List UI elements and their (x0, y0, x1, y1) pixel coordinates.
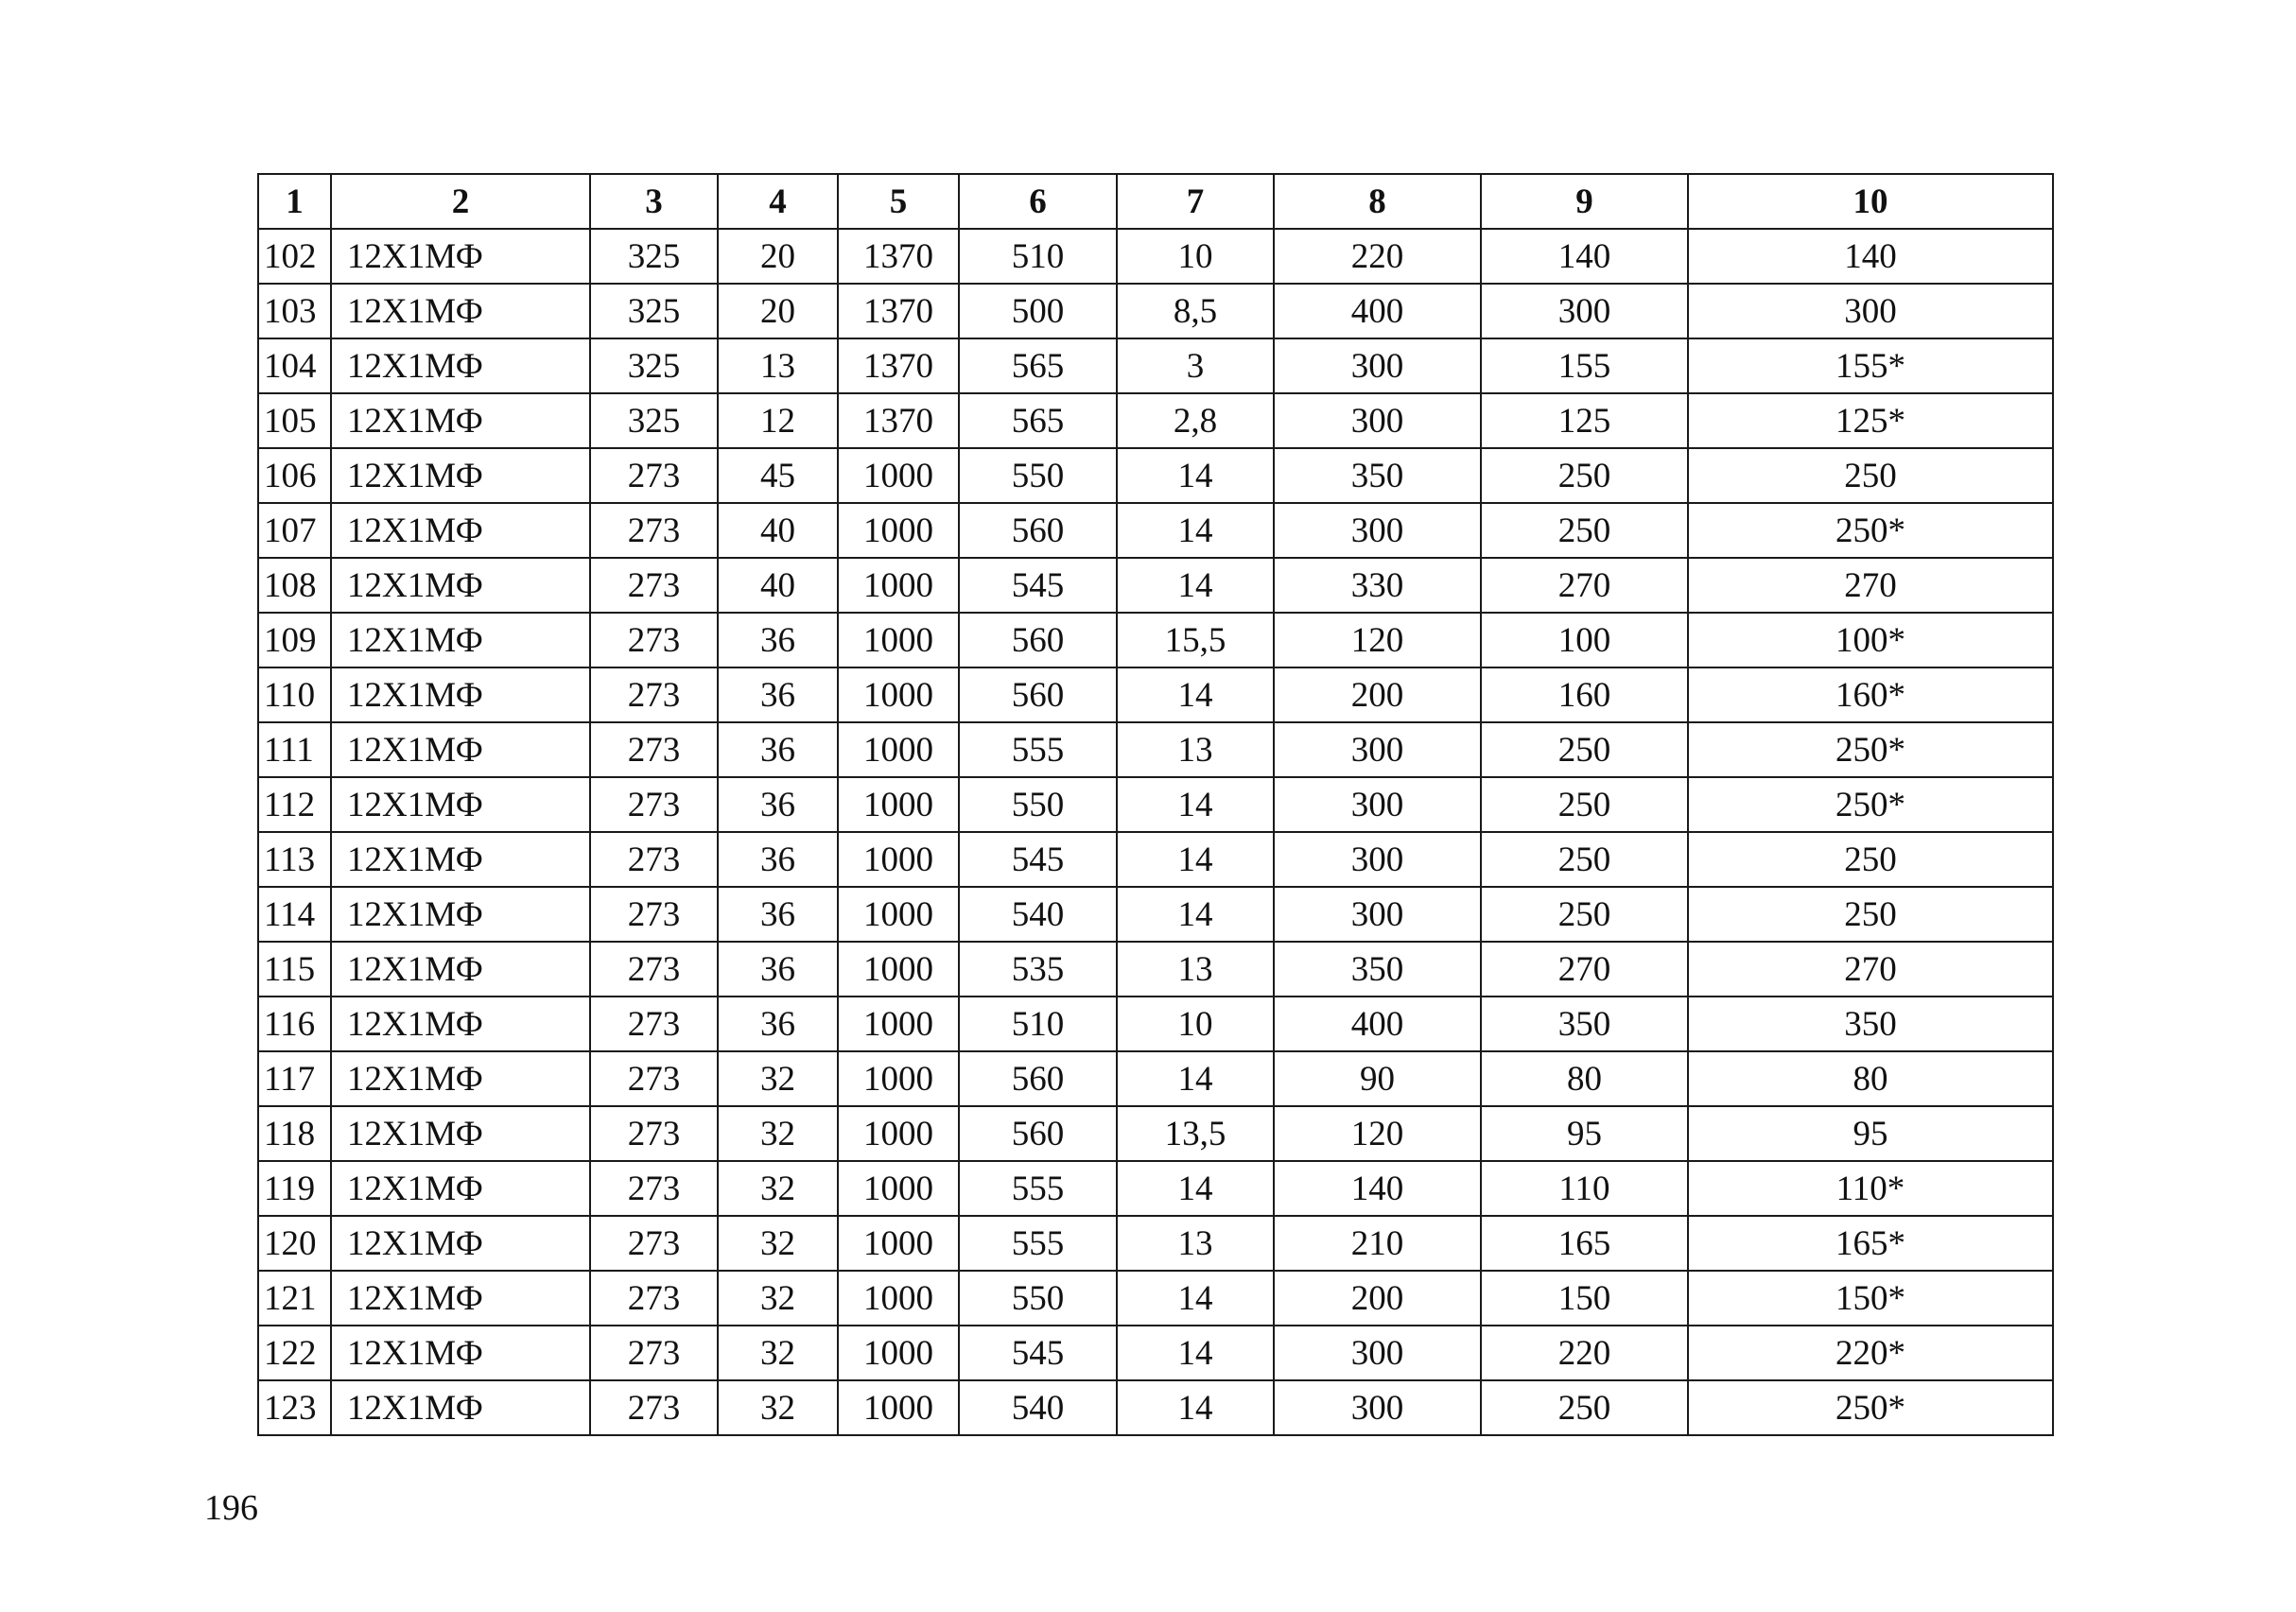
table-cell-col-5: 1000 (838, 1380, 959, 1435)
column-header-2: 2 (331, 174, 590, 229)
table-cell-col-10: 80 (1688, 1051, 2053, 1106)
table-cell-col-10: 250* (1688, 722, 2053, 777)
table-cell-col-9: 250 (1481, 832, 1688, 887)
table-cell-col-1: 119 (258, 1161, 331, 1216)
table-cell-col-8: 300 (1274, 1380, 1481, 1435)
table-cell-col-6: 555 (959, 1161, 1117, 1216)
table-cell-col-7: 10 (1117, 997, 1274, 1051)
table-cell-col-6: 560 (959, 613, 1117, 667)
table-cell-col-5: 1000 (838, 1216, 959, 1271)
table-cell-col-3: 325 (590, 338, 718, 393)
table-cell-col-3: 273 (590, 1271, 718, 1326)
table-row (258, 1271, 2053, 1326)
table-cell-col-6: 565 (959, 393, 1117, 448)
table-row (258, 777, 2053, 832)
table-cell-col-7: 14 (1117, 1380, 1274, 1435)
table-cell-col-9: 250 (1481, 777, 1688, 832)
table-cell-col-4: 32 (718, 1380, 838, 1435)
table-cell-col-6: 510 (959, 229, 1117, 284)
table-cell-col-4: 12 (718, 393, 838, 448)
table-cell-col-4: 40 (718, 503, 838, 558)
table-cell-col-3: 273 (590, 832, 718, 887)
table-cell-col-10: 150* (1688, 1271, 2053, 1326)
table-cell-col-9: 100 (1481, 613, 1688, 667)
table-cell-col-7: 14 (1117, 1326, 1274, 1380)
table-cell-col-6: 540 (959, 1380, 1117, 1435)
table-cell-col-1: 118 (258, 1106, 331, 1161)
table-cell-col-2: 12Х1МФ (331, 667, 590, 722)
table-cell-col-10: 140 (1688, 229, 2053, 284)
table-cell-col-5: 1370 (838, 229, 959, 284)
table-cell-col-8: 90 (1274, 1051, 1481, 1106)
table-cell-col-6: 550 (959, 777, 1117, 832)
table-cell-col-7: 3 (1117, 338, 1274, 393)
table-cell-col-2: 12Х1МФ (331, 1326, 590, 1380)
table-cell-col-4: 20 (718, 229, 838, 284)
table-cell-col-6: 555 (959, 1216, 1117, 1271)
table-cell-col-10: 270 (1688, 558, 2053, 613)
column-header-10: 10 (1688, 174, 2053, 229)
table-cell-col-4: 45 (718, 448, 838, 503)
table-cell-col-9: 250 (1481, 448, 1688, 503)
table-cell-col-1: 102 (258, 229, 331, 284)
table-cell-col-8: 400 (1274, 997, 1481, 1051)
table-cell-col-3: 273 (590, 503, 718, 558)
table-cell-col-10: 270 (1688, 942, 2053, 997)
table-row (258, 558, 2053, 613)
table-row (258, 1161, 2053, 1216)
table-cell-col-7: 2,8 (1117, 393, 1274, 448)
table-cell-col-9: 270 (1481, 558, 1688, 613)
table-cell-col-8: 120 (1274, 613, 1481, 667)
table-cell-col-9: 155 (1481, 338, 1688, 393)
table-cell-col-7: 14 (1117, 503, 1274, 558)
table-cell-col-3: 325 (590, 284, 718, 338)
table-cell-col-2: 12Х1МФ (331, 1051, 590, 1106)
table-row (258, 1216, 2053, 1271)
table-cell-col-1: 114 (258, 887, 331, 942)
table-cell-col-4: 13 (718, 338, 838, 393)
page-number: 196 (204, 1488, 258, 1528)
table-cell-col-9: 300 (1481, 284, 1688, 338)
column-header-6: 6 (959, 174, 1117, 229)
table-cell-col-3: 273 (590, 1051, 718, 1106)
table-cell-col-8: 300 (1274, 777, 1481, 832)
table-cell-col-3: 273 (590, 887, 718, 942)
table-cell-col-3: 273 (590, 997, 718, 1051)
table-cell-col-4: 40 (718, 558, 838, 613)
table-cell-col-6: 545 (959, 1326, 1117, 1380)
table-row (258, 613, 2053, 667)
table-cell-col-7: 13 (1117, 942, 1274, 997)
table-cell-col-3: 273 (590, 667, 718, 722)
table-cell-col-9: 220 (1481, 1326, 1688, 1380)
table-row (258, 1106, 2053, 1161)
table-cell-col-4: 36 (718, 942, 838, 997)
table-cell-col-5: 1000 (838, 558, 959, 613)
table-cell-col-7: 14 (1117, 1161, 1274, 1216)
table-cell-col-1: 105 (258, 393, 331, 448)
table-cell-col-6: 555 (959, 722, 1117, 777)
column-header-9: 9 (1481, 174, 1688, 229)
table-cell-col-10: 110* (1688, 1161, 2053, 1216)
column-header-4: 4 (718, 174, 838, 229)
table-cell-col-2: 12Х1МФ (331, 284, 590, 338)
table-cell-col-9: 270 (1481, 942, 1688, 997)
table-cell-col-7: 8,5 (1117, 284, 1274, 338)
table-cell-col-1: 122 (258, 1326, 331, 1380)
table-row (258, 942, 2053, 997)
table-row (258, 997, 2053, 1051)
table-cell-col-3: 273 (590, 558, 718, 613)
table-cell-col-4: 36 (718, 777, 838, 832)
table-cell-col-8: 300 (1274, 1326, 1481, 1380)
table-cell-col-2: 12Х1МФ (331, 997, 590, 1051)
table-cell-col-3: 273 (590, 777, 718, 832)
table-cell-col-5: 1000 (838, 1271, 959, 1326)
table-cell-col-9: 125 (1481, 393, 1688, 448)
table-cell-col-5: 1370 (838, 284, 959, 338)
table-row (258, 667, 2053, 722)
column-header-3: 3 (590, 174, 718, 229)
table-cell-col-9: 95 (1481, 1106, 1688, 1161)
table-cell-col-8: 300 (1274, 722, 1481, 777)
data-table (257, 173, 2054, 1436)
table-cell-col-5: 1000 (838, 887, 959, 942)
table-cell-col-10: 350 (1688, 997, 2053, 1051)
table-cell-col-8: 300 (1274, 503, 1481, 558)
table-cell-col-10: 250* (1688, 503, 2053, 558)
table-cell-col-5: 1000 (838, 1326, 959, 1380)
table-row (258, 1380, 2053, 1435)
table-cell-col-4: 32 (718, 1271, 838, 1326)
table-cell-col-4: 36 (718, 997, 838, 1051)
table-cell-col-8: 200 (1274, 1271, 1481, 1326)
table-cell-col-7: 13,5 (1117, 1106, 1274, 1161)
table-cell-col-7: 14 (1117, 1271, 1274, 1326)
table-cell-col-10: 100* (1688, 613, 2053, 667)
table-cell-col-5: 1000 (838, 997, 959, 1051)
table-row (258, 338, 2053, 393)
table-cell-col-5: 1000 (838, 613, 959, 667)
table-cell-col-10: 250 (1688, 832, 2053, 887)
table-cell-col-8: 220 (1274, 229, 1481, 284)
table-cell-col-1: 104 (258, 338, 331, 393)
table-cell-col-10: 165* (1688, 1216, 2053, 1271)
table-cell-col-6: 560 (959, 1106, 1117, 1161)
table-cell-col-6: 565 (959, 338, 1117, 393)
table-cell-col-5: 1000 (838, 503, 959, 558)
table-cell-col-6: 500 (959, 284, 1117, 338)
table-cell-col-2: 12Х1МФ (331, 777, 590, 832)
table-row (258, 448, 2053, 503)
table-cell-col-8: 300 (1274, 887, 1481, 942)
table-cell-col-9: 110 (1481, 1161, 1688, 1216)
table-cell-col-3: 273 (590, 1380, 718, 1435)
table-cell-col-4: 36 (718, 667, 838, 722)
table-cell-col-4: 32 (718, 1216, 838, 1271)
table-cell-col-8: 400 (1274, 284, 1481, 338)
table-cell-col-2: 12Х1МФ (331, 1216, 590, 1271)
table-row (258, 1326, 2053, 1380)
table-cell-col-3: 273 (590, 1326, 718, 1380)
table-cell-col-10: 220* (1688, 1326, 2053, 1380)
table-cell-col-10: 155* (1688, 338, 2053, 393)
table-cell-col-2: 12Х1МФ (331, 448, 590, 503)
table-cell-col-2: 12Х1МФ (331, 503, 590, 558)
table-cell-col-7: 10 (1117, 229, 1274, 284)
table-cell-col-3: 273 (590, 942, 718, 997)
table-cell-col-6: 545 (959, 832, 1117, 887)
table-cell-col-8: 350 (1274, 942, 1481, 997)
table-cell-col-4: 32 (718, 1106, 838, 1161)
table-cell-col-10: 250* (1688, 777, 2053, 832)
column-header-8: 8 (1274, 174, 1481, 229)
table-cell-col-2: 12Х1МФ (331, 613, 590, 667)
header-row (258, 174, 2053, 229)
table-cell-col-7: 14 (1117, 1051, 1274, 1106)
table-cell-col-1: 103 (258, 284, 331, 338)
table-cell-col-10: 125* (1688, 393, 2053, 448)
table-cell-col-3: 273 (590, 448, 718, 503)
table-cell-col-4: 36 (718, 887, 838, 942)
table-cell-col-9: 250 (1481, 722, 1688, 777)
table-cell-col-4: 36 (718, 722, 838, 777)
table-cell-col-1: 112 (258, 777, 331, 832)
table-cell-col-9: 250 (1481, 887, 1688, 942)
table-cell-col-5: 1000 (838, 777, 959, 832)
table-row (258, 832, 2053, 887)
table-cell-col-6: 535 (959, 942, 1117, 997)
table-cell-col-5: 1000 (838, 1106, 959, 1161)
table-cell-col-3: 325 (590, 229, 718, 284)
table-cell-col-2: 12Х1МФ (331, 1161, 590, 1216)
table-cell-col-8: 200 (1274, 667, 1481, 722)
table-cell-col-10: 250 (1688, 448, 2053, 503)
table-cell-col-6: 540 (959, 887, 1117, 942)
table-cell-col-4: 36 (718, 832, 838, 887)
table-cell-col-6: 510 (959, 997, 1117, 1051)
table-cell-col-4: 20 (718, 284, 838, 338)
table-cell-col-1: 121 (258, 1271, 331, 1326)
table-cell-col-3: 273 (590, 1216, 718, 1271)
table-cell-col-3: 273 (590, 613, 718, 667)
column-header-1: 1 (258, 174, 331, 229)
table-cell-col-8: 330 (1274, 558, 1481, 613)
table-cell-col-7: 14 (1117, 887, 1274, 942)
table-cell-col-6: 560 (959, 667, 1117, 722)
table-cell-col-7: 13 (1117, 722, 1274, 777)
table-cell-col-6: 560 (959, 503, 1117, 558)
table-cell-col-2: 12Х1МФ (331, 1380, 590, 1435)
table-cell-col-8: 120 (1274, 1106, 1481, 1161)
table-cell-col-1: 111 (258, 722, 331, 777)
table-row (258, 887, 2053, 942)
table-row (258, 284, 2053, 338)
column-header-7: 7 (1117, 174, 1274, 229)
table-cell-col-5: 1000 (838, 722, 959, 777)
table-cell-col-2: 12Х1МФ (331, 558, 590, 613)
table-cell-col-6: 560 (959, 1051, 1117, 1106)
table-cell-col-5: 1370 (838, 338, 959, 393)
table-cell-col-5: 1000 (838, 832, 959, 887)
table-row (258, 722, 2053, 777)
table-cell-col-5: 1000 (838, 448, 959, 503)
table-cell-col-2: 12Х1МФ (331, 229, 590, 284)
table-row (258, 229, 2053, 284)
table-cell-col-9: 165 (1481, 1216, 1688, 1271)
table-cell-col-2: 12Х1МФ (331, 887, 590, 942)
table-cell-col-1: 116 (258, 997, 331, 1051)
table-cell-col-1: 115 (258, 942, 331, 997)
table-cell-col-7: 14 (1117, 558, 1274, 613)
table-row (258, 1051, 2053, 1106)
table-row (258, 503, 2053, 558)
table-cell-col-7: 15,5 (1117, 613, 1274, 667)
table-cell-col-8: 140 (1274, 1161, 1481, 1216)
table-cell-col-1: 120 (258, 1216, 331, 1271)
table-cell-col-1: 107 (258, 503, 331, 558)
table-cell-col-10: 250* (1688, 1380, 2053, 1435)
table-cell-col-7: 14 (1117, 667, 1274, 722)
table-cell-col-7: 14 (1117, 777, 1274, 832)
table-cell-col-8: 300 (1274, 338, 1481, 393)
table-cell-col-9: 250 (1481, 1380, 1688, 1435)
table-cell-col-5: 1370 (838, 393, 959, 448)
table-cell-col-3: 273 (590, 1106, 718, 1161)
table-cell-col-4: 32 (718, 1161, 838, 1216)
table-cell-col-7: 14 (1117, 832, 1274, 887)
table-cell-col-10: 300 (1688, 284, 2053, 338)
table-cell-col-6: 545 (959, 558, 1117, 613)
table-cell-col-9: 160 (1481, 667, 1688, 722)
column-header-5: 5 (838, 174, 959, 229)
table-cell-col-6: 550 (959, 1271, 1117, 1326)
table-cell-col-1: 117 (258, 1051, 331, 1106)
table-cell-col-2: 12Х1МФ (331, 722, 590, 777)
table-cell-col-4: 32 (718, 1051, 838, 1106)
table-cell-col-5: 1000 (838, 1051, 959, 1106)
table-cell-col-7: 13 (1117, 1216, 1274, 1271)
table-cell-col-3: 325 (590, 393, 718, 448)
table-cell-col-2: 12Х1МФ (331, 942, 590, 997)
table-cell-col-9: 250 (1481, 503, 1688, 558)
table-cell-col-9: 80 (1481, 1051, 1688, 1106)
table-cell-col-2: 12Х1МФ (331, 1271, 590, 1326)
table-cell-col-5: 1000 (838, 667, 959, 722)
table-cell-col-8: 300 (1274, 393, 1481, 448)
table-cell-col-9: 350 (1481, 997, 1688, 1051)
table-cell-col-1: 108 (258, 558, 331, 613)
table-cell-col-1: 110 (258, 667, 331, 722)
table-cell-col-2: 12Х1МФ (331, 338, 590, 393)
table-cell-col-1: 113 (258, 832, 331, 887)
table-row (258, 393, 2053, 448)
table-cell-col-2: 12Х1МФ (331, 832, 590, 887)
table-cell-col-2: 12Х1МФ (331, 1106, 590, 1161)
table-cell-col-1: 106 (258, 448, 331, 503)
table-cell-col-8: 300 (1274, 832, 1481, 887)
table-cell-col-9: 140 (1481, 229, 1688, 284)
table-cell-col-9: 150 (1481, 1271, 1688, 1326)
table-cell-col-4: 32 (718, 1326, 838, 1380)
table-cell-col-1: 109 (258, 613, 331, 667)
table-body (258, 229, 2053, 1435)
table-cell-col-4: 36 (718, 613, 838, 667)
table-cell-col-2: 12Х1МФ (331, 393, 590, 448)
table-cell-col-8: 210 (1274, 1216, 1481, 1271)
table-cell-col-3: 273 (590, 1161, 718, 1216)
table-cell-col-1: 123 (258, 1380, 331, 1435)
table-cell-col-6: 550 (959, 448, 1117, 503)
table-cell-col-7: 14 (1117, 448, 1274, 503)
table-cell-col-10: 250 (1688, 887, 2053, 942)
table-cell-col-5: 1000 (838, 1161, 959, 1216)
table-cell-col-3: 273 (590, 722, 718, 777)
table-cell-col-10: 95 (1688, 1106, 2053, 1161)
table-cell-col-10: 160* (1688, 667, 2053, 722)
table-cell-col-8: 350 (1274, 448, 1481, 503)
table-cell-col-5: 1000 (838, 942, 959, 997)
